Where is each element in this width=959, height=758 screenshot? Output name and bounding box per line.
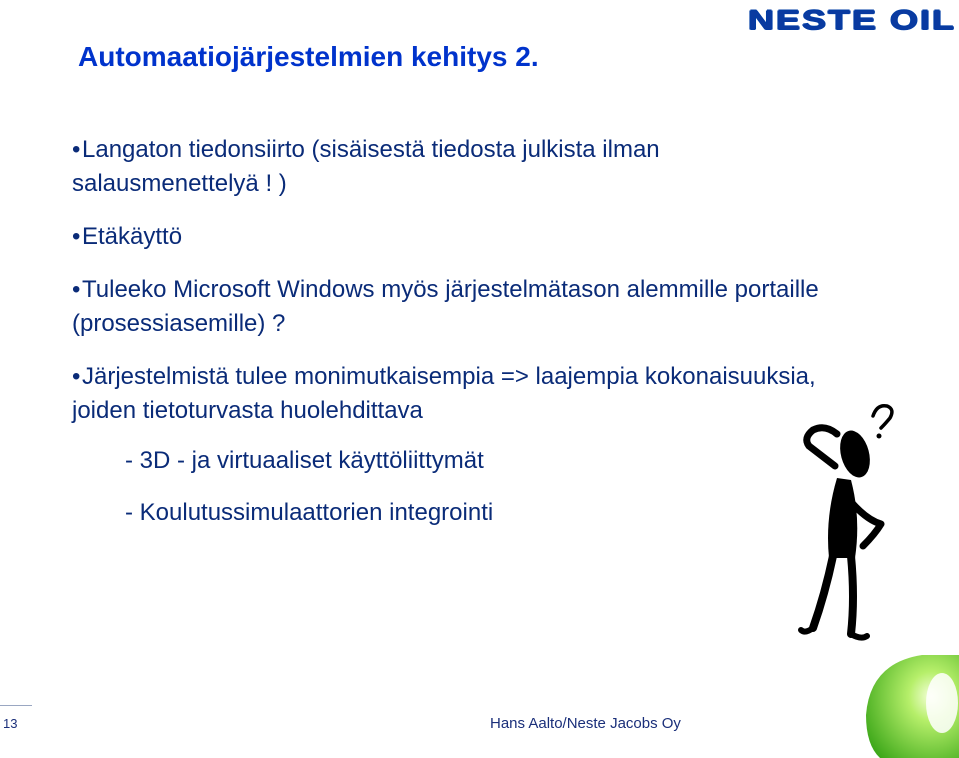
bullet-marker: • [72,276,81,303]
green-corner-decoration [862,655,959,758]
bullet-marker: • [72,363,81,390]
page-number: 13 [3,716,18,731]
slide-title: Automaatiojärjestelmien kehitys 2. [78,41,539,72]
neste-oil-logo [740,2,956,38]
bullet-text: Langaton tiedonsiirto (sisäisestä tiedosta julkista ilman salausmenettelyä ! ) [72,136,660,197]
bullet-text: Tuleeko Microsoft Windows myös järjestelmätason alemmille portaille (prosessiasemille) ? [72,276,819,337]
sub-item-3d-ui: - 3D - ja virtuaaliset käyttöliittymät [125,447,484,474]
bullet-marker: • [72,223,81,250]
bullet-item [72,360,842,428]
bullet-text: Etäkäyttö [82,223,183,250]
bullet-item [72,273,842,341]
sub-item-simulators: - Koulutussimulaattorien integrointi [125,499,494,526]
bullet-item [72,220,842,254]
footer-divider [0,705,32,706]
bullet-item [72,133,842,201]
bullet-marker: • [72,136,81,163]
logo-wordmark: NESTE OIL [747,3,956,36]
footer-credit: Hans Aalto/Neste Jacobs Oy [490,715,681,732]
bullet-list [72,133,842,447]
thinking-stick-figure-icon [795,398,915,648]
bullet-text: Järjestelmistä tulee monimutkaisempia => laajempia kokonaisuuksia, joiden tietoturvasta huolehdittava [72,363,816,424]
